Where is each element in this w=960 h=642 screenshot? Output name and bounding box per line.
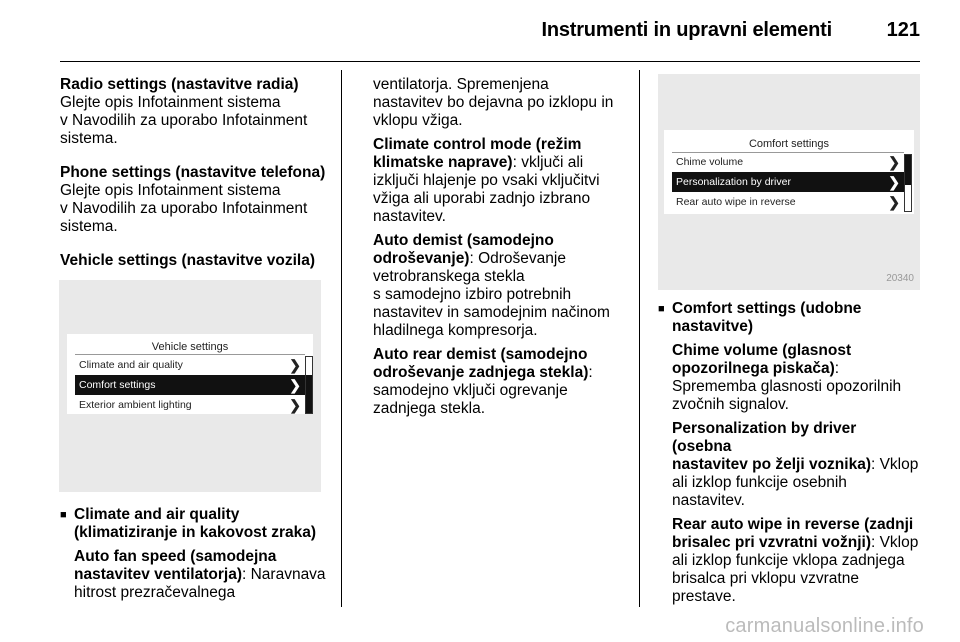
watermark: carmanualsonline.info [725,615,924,637]
item-text: : Odroševanje [469,250,566,267]
header-title: Instrumenti in upravni elementi [541,19,832,41]
menu-row-label: Exterior ambient lighting [79,399,192,411]
scrollbar [305,356,313,414]
item-heading: Climate control mode (režim [373,136,582,153]
item-heading: nastavitev ventilatorja) [74,566,242,583]
header-rule [60,61,920,62]
text-line: nastavitev in samodejnim načinom [373,304,610,321]
menu-row-label: Comfort settings [79,379,156,391]
bullet-heading: Climate and air quality [74,506,240,523]
item-text: : Naravnava [241,566,326,583]
item-heading: Auto fan speed (samodejna [74,548,277,565]
section-vehicle-settings [60,252,330,270]
text-line: brisalca pri vklopu vzvratne [672,570,859,587]
bullet-icon: ■ [60,509,67,521]
item-text: : Vklop [870,456,919,473]
text-line: vklopu vžiga. [373,112,463,129]
menu-row-label: Chime volume [676,156,744,168]
column-2 [373,76,628,418]
item-heading: Auto rear demist (samodejno [373,346,588,363]
menu-row [672,152,904,172]
column-3 [658,74,920,606]
comfort-settings-screen-image [658,74,920,290]
text-line: Glejte opis Infotainment sistema [60,182,281,199]
item-auto-rear-demist [373,346,628,418]
item-heading: Personalization by driver (osebna [672,420,857,455]
item-heading: odroševanje zadnjega stekla) [373,364,589,381]
text-line: prestave. [672,588,736,605]
text-line: nastavitev. [672,492,745,509]
column-1 [60,76,330,602]
text-line: samodejno vključi ogrevanje [373,382,568,399]
text-line: v Navodilih za uporabo Infotainment [60,200,308,217]
bullet-heading: (klimatiziranje in kakovost zraka) [74,524,317,541]
text-line: nastavitev bo dejavna po izklopu in [373,94,614,111]
text-line: hladilnega kompresorja. [373,322,538,339]
text-line: nastavitev. [373,208,446,225]
vehicle-settings-screen-image [59,280,321,492]
text-line: sistema. [60,130,118,147]
item-rear-auto-wipe [672,516,920,606]
page-number: 121 [886,19,920,41]
item-text: : Vklop [870,534,919,551]
item-text: : vključi ali [512,154,584,171]
scrollbar-thumb [905,155,911,185]
section-heading: Vehicle settings (nastavitve vozila) [60,252,315,269]
item-text: hitrost prezračevalnega [74,584,236,601]
text-line: vžiga ali uporabi zadnjo izbrano [373,190,591,207]
item-auto-demist [373,232,628,340]
screen-title: Vehicle settings [151,341,229,353]
bullet-climate [60,506,330,602]
text-line: ali izklop funkcije osebnih [672,474,847,491]
menu-row-label: Personalization by driver [676,176,791,188]
text-line: Glejte opis Infotainment sistema [60,94,281,111]
chevron-right-icon: ❯ [289,357,301,373]
text-line: sistema. [60,218,118,235]
text-line: zvočnih signalov. [672,396,789,413]
item-personalization [672,420,920,510]
item-heading: opozorilnega piskača) [672,360,835,377]
menu-row [75,355,305,375]
chevron-right-icon: ❯ [888,194,900,210]
item-chime-volume [672,342,920,414]
menu-row-selected [75,375,305,395]
column-divider [341,70,342,607]
text-line: s samodejno izbiro potrebnih [373,286,572,303]
chevron-right-icon: ❯ [289,397,301,413]
item-climate-control-mode [373,136,628,226]
text-line: zadnjega stekla. [373,400,486,417]
menu-row [672,192,904,212]
bullet-icon: ■ [658,303,665,315]
text-line: vetrobranskega stekla [373,268,525,285]
menu-row-label: Rear auto wipe in reverse [676,196,796,208]
text-line: v Navodilih za uporabo Infotainment [60,112,308,129]
item-heading: nastavitev po želji voznika) [672,456,871,473]
item-text: : [588,364,593,381]
item-heading: Chime volume (glasnost [672,342,852,359]
item-heading: Rear auto wipe in reverse (zadnji [672,516,914,533]
chevron-right-icon: ❯ [888,154,900,170]
item-heading: klimatske naprave) [373,154,513,171]
screen-panel [664,130,914,214]
screen-title: Comfort settings [748,138,830,150]
item-heading: brisalec pri vzvratni vožnji) [672,534,871,551]
chevron-right-icon: ❯ [888,174,900,190]
section-phone-settings [60,164,330,236]
text-line: izključi hlajenje po vsaki vključitvi [373,172,600,189]
section-radio-settings [60,76,330,148]
text-line: ali izklop funkcije vklopa zadnjega [672,552,905,569]
section-heading: Radio settings (nastavitve radia) [60,76,299,93]
scrollbar-thumb [306,375,312,413]
scrollbar [904,154,912,212]
bullet-heading: nastavitve) [672,318,753,335]
page-header [0,0,960,62]
bullet-heading: Comfort settings (udobne [672,300,862,317]
text-line: ventilatorja. Spremenjena [373,76,549,93]
bullet-comfort-settings [658,300,920,606]
column-divider [639,70,640,607]
continued-text [373,76,628,130]
section-heading: Phone settings (nastavitve telefona) [60,164,326,181]
image-number: 20340 [886,273,914,284]
item-heading: odroševanje) [373,250,470,267]
screen-panel [67,334,313,414]
item-text: : [834,360,840,377]
menu-row-label: Climate and air quality [79,359,183,371]
text-line: Sprememba glasnosti opozorilnih [672,378,902,395]
chevron-right-icon: ❯ [289,377,301,393]
menu-row [75,395,305,415]
item-heading: Auto demist (samodejno [373,232,554,249]
menu-row-selected [672,172,904,192]
